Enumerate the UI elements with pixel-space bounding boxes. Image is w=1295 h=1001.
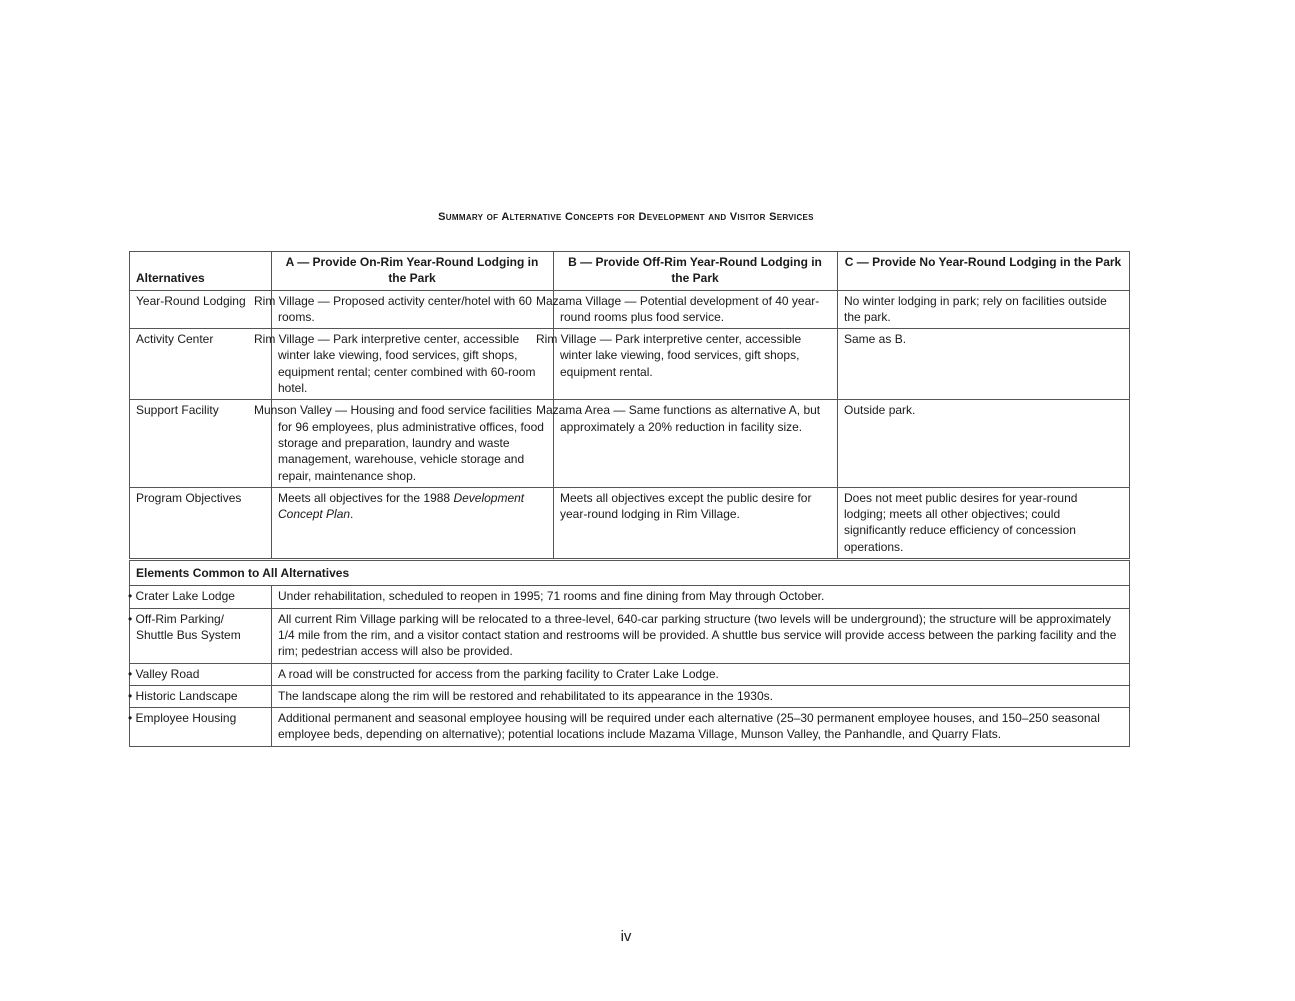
row-label: Year-Round Lodging [130,290,272,329]
table-row [130,586,1130,608]
common-element-text: Under rehabilitation, scheduled to reopen in 1995; 71 rooms and fine dining from May through October. [272,586,1130,608]
table-row [130,685,1130,707]
cell-b: Mazama Village — Potential development of 40 year-round rooms plus food service. [554,290,838,329]
cell-c: Does not meet public desires for year-round lodging; meets all other objectives; could significantly reduce efficiency of concession operations. [838,487,1130,559]
bullet: • [128,611,133,626]
cell-b: Rim Village — Park interpretive center, accessible winter lake viewing, food services, gift shops, equipment rental. [554,329,838,400]
common-element-label-text: Crater Lake Lodge [135,589,235,604]
table-row [130,663,1130,685]
common-elements-heading-row [130,560,1130,586]
cell-c: No winter lodging in park; rely on facilities outside the park. [838,290,1130,329]
page-number: iv [620,928,632,945]
common-elements-heading: Elements Common to All Alternatives [130,560,1130,586]
common-element-label-text: Employee Housing [135,711,237,726]
common-element-label [130,685,272,707]
common-element-text: All current Rim Village parking will be relocated to a three-level, 640-car parking structure (two levels will be underground); the structure will be approximately 1/4 mile from the rim, and a visitor contact station and restrooms will be provided. A shuttle bus service will provide access between the parking facility and the rim; pedestrian access will also be provided. [272,608,1130,663]
cell-c: Outside park. [838,400,1130,487]
common-element-label [130,663,272,685]
common-element-label [130,708,272,747]
cell-a: Rim Village — Proposed activity center/hotel with 60 rooms. [272,290,554,329]
cell-b: Mazama Area — Same functions as alternative A, but approximately a 20% reduction in facility size. [554,400,838,487]
table-row [130,329,1130,400]
header-alternative-b: B — Provide Off-Rim Year-Round Lodging in the Park [554,252,838,291]
header-alternatives: Alternatives [130,252,272,291]
bullet: • [128,589,133,604]
header-alternative-c: C — Provide No Year-Round Lodging in the Park [838,252,1130,291]
common-element-text: The landscape along the rim will be restored and rehabilitated to its appearance in the 1930s. [272,685,1130,707]
table-row [130,487,1130,559]
table-header-row [130,252,1130,291]
cell-b: Meets all objectives except the public desire for year-round lodging in Rim Village. [554,487,838,559]
common-element-text: A road will be constructed for access from the parking facility to Crater Lake Lodge. [272,663,1130,685]
row-label: Support Facility [130,400,272,487]
common-element-label [130,586,272,608]
common-element-label [130,608,272,663]
common-element-text: Additional permanent and seasonal employee housing will be required under each alternative (25–30 permanent employee houses, and 150–250 seasonal employee beds, depending on alternative); potential locations include Mazama Village, Munson Valley, the Panhandle, and Quarry Flats. [272,708,1130,747]
cell-a-text: Meets all objectives for the 1988 [278,490,454,505]
common-element-label-text: Historic Landscape [135,688,238,703]
cell-a-period: . [350,507,354,522]
row-label: Program Objectives [130,487,272,559]
document-title: Summary of Alternative Concepts for Development and Visitor Services [438,211,814,223]
table-row [130,608,1130,663]
header-alternative-a: A — Provide On-Rim Year-Round Lodging in the Park [272,252,554,291]
cell-a: Rim Village — Park interpretive center, accessible winter lake viewing, food services, gift shops, equipment rental; center combined with 60-room hotel. [272,329,554,400]
alternatives-summary-table [129,251,1130,747]
table-row [130,400,1130,487]
bullet: • [128,666,133,681]
cell-a [272,487,554,559]
bullet: • [128,688,133,703]
cell-c: Same as B. [838,329,1130,400]
cell-a: Munson Valley — Housing and food service facilities for 96 employees, plus administrative offices, food storage and preparation, laundry and waste management, warehouse, vehicle storage and repair, maintenance shop. [272,400,554,487]
table-row [130,708,1130,747]
bullet: • [128,711,133,726]
row-label: Activity Center [130,329,272,400]
table-row [130,290,1130,329]
common-element-label-text: Off-Rim Parking/ Shuttle Bus System [135,611,241,642]
plan-title-italic: Development Concept Plan [278,490,525,522]
common-element-label-text: Valley Road [135,666,200,681]
